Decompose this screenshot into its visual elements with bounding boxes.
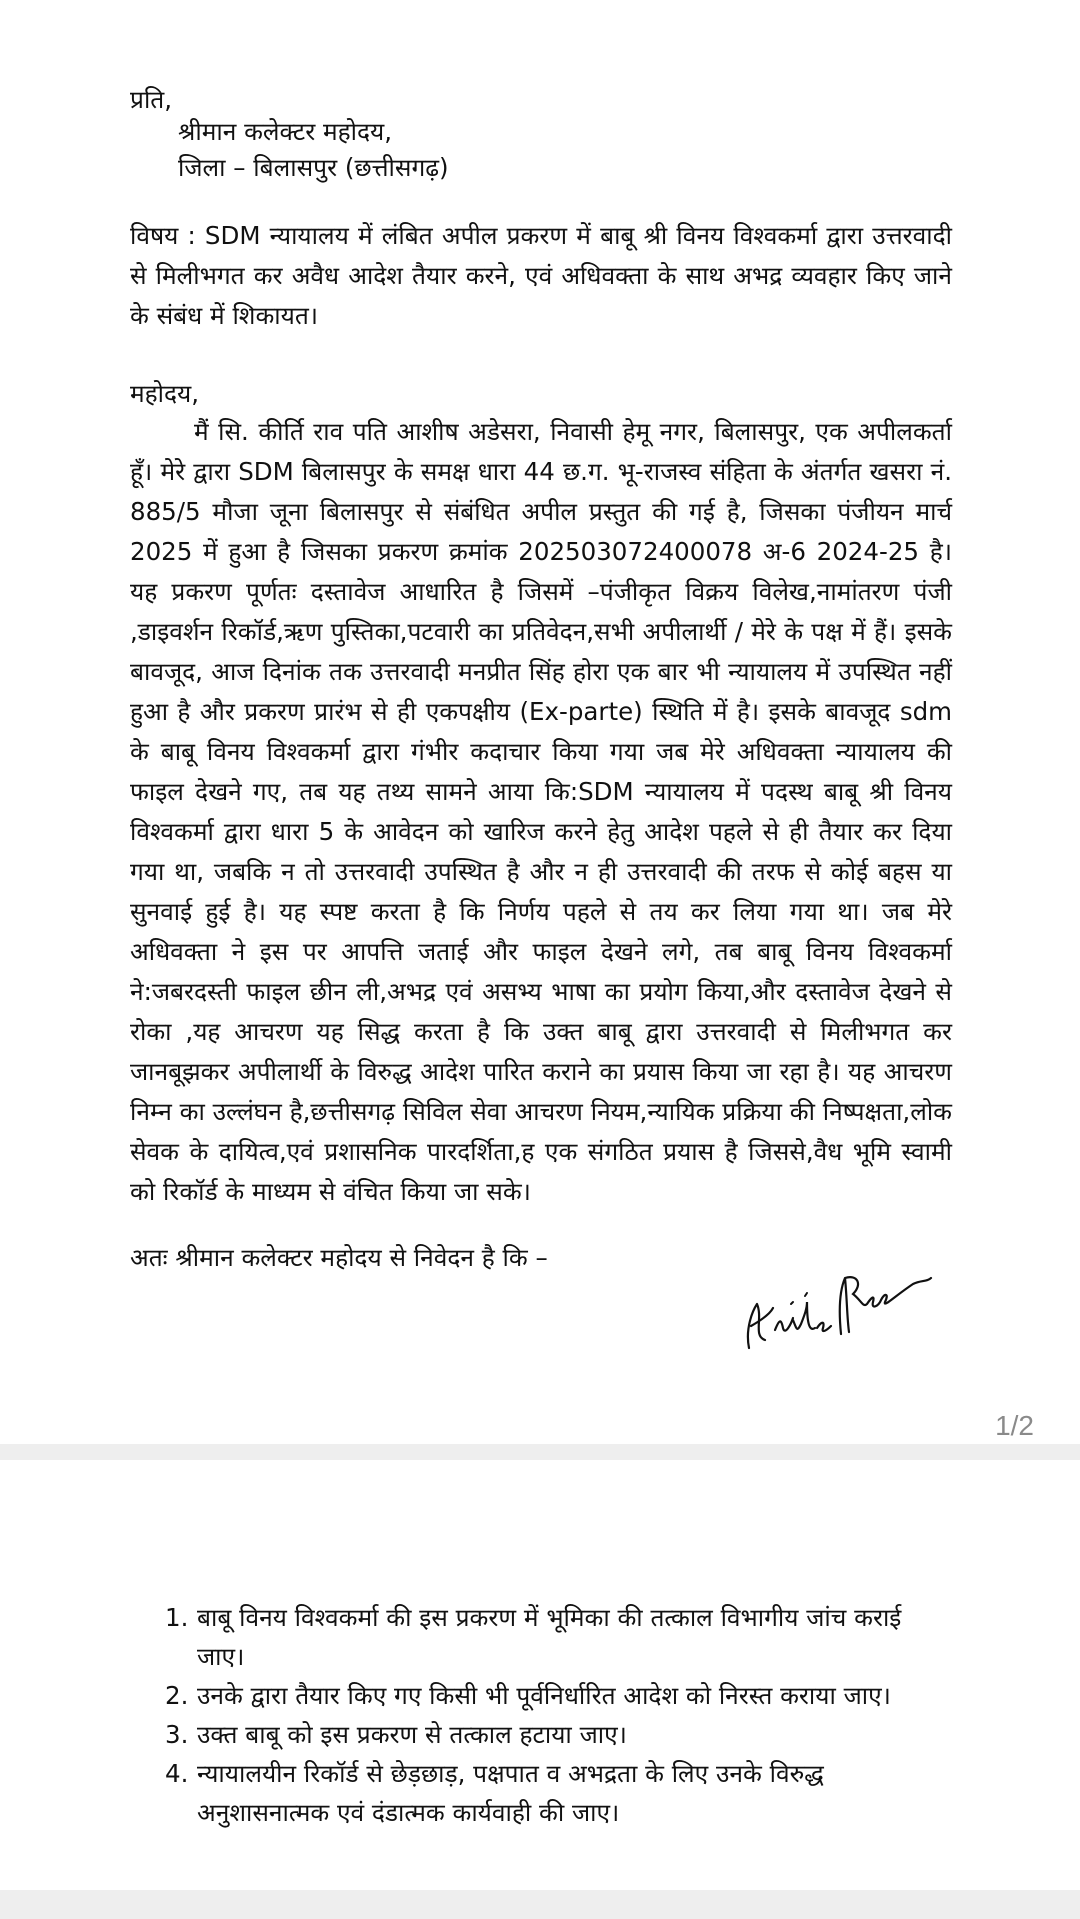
list-item-text: न्यायालयीन रिकॉर्ड से छेड़छाड़, पक्षपात व अभद्रता के लिए उनके विरुद्ध अनुशासनात्मक एवं दंडात्मक कार्यवाही की जाए। (197, 1759, 824, 1827)
list-item-number: 4. (165, 1759, 189, 1788)
request-line: अतः श्रीमान कलेक्टर महोदय से निवेदन है कि – (130, 1243, 548, 1272)
salutation: महोदय, (130, 379, 200, 408)
letter-body: मैं सि. कीर्ति राव पति आशीष अडेसरा, निवासी हेमू नगर, बिलासपुर, एक अपीलकर्ता हूँ। मेरे द्वारा SDM बिलासपुर के समक्ष धारा 44 छ.ग. भू-राजस्व संहिता के अंतर्गत खसरा नं. 885/5 मौजा जूना बिलासपुर से संबंधित अपील प्रस्तुत की गई है, जिसका पंजीयन मार्च 2025 में हुआ है जिसका प्रकरण क्रमांक 202503072400078 अ-6 2024-25 है। यह प्रकरण पूर्णतः दस्तावेज आधारित है जिसमें –पंजीकृत विक्रय विलेख,नामांतरण पंजी ,डाइवर्शन रिकॉर्ड,ऋण पुस्तिका,पटवारी का प्रतिवेदन,सभी अपीलार्थी / मेरे के पक्ष में हैं। इसके बावजूद, आज दिनांक तक उत्तरवादी मनप्रीत सिंह होरा एक बार भी न्यायालय में उपस्थित नहीं हुआ है और प्रकरण प्रारंभ से ही एकपक्षीय (Ex-parte) स्थिति में है। इसके बावजूद sdm के बाबू विनय विश्वकर्मा द्वारा गंभीर कदाचार किया गया जब मेरे अधिवक्ता न्यायालय की फाइल देखने गए, तब यह तथ्य सामने आया कि:SDM न्यायालय में पदस्थ बाबू श्री विनय विश्वकर्मा द्वारा धारा 5 के आवेदन को खारिज करने हेतु आदेश पहले से ही तैयार कर दिया गया था, जबकि न तो उत्तरवादी उपस्थित है और न ही उत्तरवादी की तरफ से कोई बहस या सुनवाई हुई है। यह स्पष्ट करता है कि निर्णय पहले से तय कर लिया गया था। जब मेरे अधिवक्ता ने इस पर आपत्ति जताई और फाइल देखने लगे, तब बाबू विनय विश्वकर्मा ने:जबरदस्ती फाइल छीन ली,अभद्र एवं असभ्य भाषा का प्रयोग किया,और दस्तावेज देखने से रोका ,यह आचरण यह सिद्ध करता है कि उक्त बाबू द्वारा उत्तरवादी से मिलीभगत कर जानबूझकर अपीलार्थी के विरुद्ध आदेश पारित कराने का प्रयास किया जा रहा है। यह आचरण निम्न का उल्लंघन है,छत्तीसगढ़ सिविल सेवा आचरण नियम,न्यायिक प्रक्रिया की निष्पक्षता,लोक सेवक के दायित्व,एवं प्रशासनिक पारदर्शिता,ह एक संगठित प्रयास है जिससे,वैध भूमि स्वामी को रिकॉर्ड के माध्यम से वंचित किया जा सके। (130, 417, 952, 1206)
page-separator (0, 1444, 1080, 1460)
list-item-text: उक्त बाबू को इस प्रकरण से तत्काल हटाया जाए। (197, 1720, 627, 1749)
demands-list (165, 1598, 955, 1832)
list-item-text: उनके द्वारा तैयार किए गए किसी भी पूर्वनिर्धारित आदेश को निरस्त कराया जाए। (197, 1681, 891, 1710)
list-item (165, 1715, 955, 1754)
page-separator (0, 1890, 1080, 1919)
list-item-number: 1. (165, 1603, 189, 1632)
addressee-title: श्रीमान कलेक्टर महोदय, (178, 117, 393, 146)
list-item-text: बाबू विनय विश्वकर्मा की इस प्रकरण में भूमिका की तत्काल विभागीय जांच कराई जाए। (197, 1603, 902, 1671)
addressee-to: प्रति, (130, 85, 173, 114)
list-item (165, 1754, 955, 1832)
list-item-number: 3. (165, 1720, 189, 1749)
list-item (165, 1598, 955, 1676)
addressee-district: जिला – बिलासपुर (छत्तीसगढ़) (178, 153, 449, 182)
signature-image (735, 1248, 935, 1368)
page-indicator: 1/2 (995, 1410, 1034, 1441)
list-item-number: 2. (165, 1681, 189, 1710)
letter-subject: विषय : SDM न्यायालय में लंबित अपील प्रकरण में बाबू श्री विनय विश्वकर्मा द्वारा उत्तरवादी से मिलीभगत कर अवैध आदेश तैयार करने, एवं अधिवक्ता के साथ अभद्र व्यवहार किए जाने के संबंध में शिकायत। (130, 221, 952, 330)
list-item (165, 1676, 955, 1715)
